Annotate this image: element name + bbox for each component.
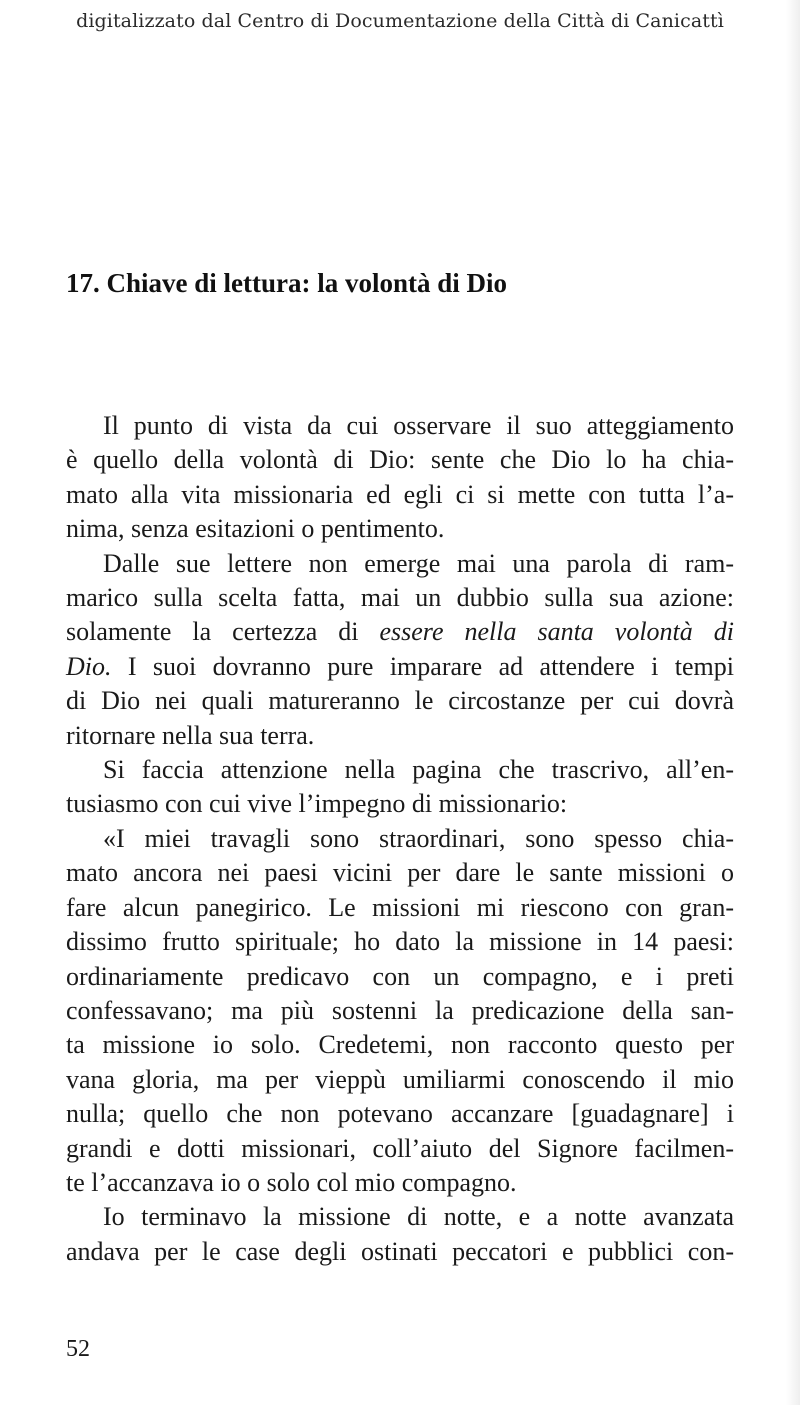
text-line: fare alcun panegirico. Le missioni mi riescono con gran- — [66, 892, 734, 922]
text-line — [66, 615, 734, 649]
text-run: I suoi dovranno pure imparare ad attendere i tempi — [127, 651, 734, 681]
text-line: tusiasmo con cui vive l’impegno di missionario: — [66, 789, 568, 819]
text-line: di Dio nei quali matureranno le circostanze per cui dovrà — [66, 686, 734, 716]
text-line: Il punto di vista da cui osservare il suo atteggiamento — [103, 411, 734, 440]
text-line: è quello della volontà di Dio: sente che Dio lo ha chia- — [66, 445, 734, 475]
text-line: te l’accanzava io o solo col mio compagno. — [66, 1167, 517, 1197]
italic-run: essere nella santa volontà di — [379, 617, 734, 647]
chapter-title: 17. Chiave di lettura: la volontà di Dio — [66, 268, 508, 298]
text-line: Si faccia attenzione nella pagina che trascrivo, all’en- — [103, 755, 734, 785]
text-line: vana gloria, ma per vieppù umiliarmi conoscendo il mio — [66, 1064, 734, 1094]
text-line: mato alla vita missionaria ed egli ci si mette con tutta l’a- — [66, 479, 734, 509]
text-line: andava per le case degli ostinati peccatori e pubblici con- — [66, 1236, 734, 1266]
page-edge-shadow — [786, 0, 800, 1405]
italic-run: Dio. — [66, 651, 112, 681]
text-run: solamente la certezza di — [66, 617, 359, 647]
text-line: nima, senza esitazioni o pentimento. — [66, 514, 445, 544]
text-line: confessavano; ma più sostenni la predicazione della san- — [66, 995, 734, 1025]
text-line: dissimo frutto spirituale; ho dato la missione in 14 paesi: — [66, 927, 734, 957]
text-line: Io terminavo la missione di notte, e a notte avanzata — [103, 1202, 734, 1232]
text-line: grandi e dotti missionari, coll’aiuto del Signore facilmen- — [66, 1133, 734, 1163]
text-line: ordinariamente predicavo con un compagno, e i preti — [66, 961, 734, 991]
text-line: «I miei travagli sono straordinari, sono spesso chia- — [103, 823, 734, 853]
text-line: mato ancora nei paesi vicini per dare le sante missioni o — [66, 858, 734, 888]
text-line: ta missione io solo. Credetemi, non racconto questo per — [66, 1030, 734, 1060]
text-line — [66, 650, 734, 684]
body-text — [66, 409, 734, 1269]
text-line: Dalle sue lettere non emerge mai una parola di ram- — [103, 548, 734, 578]
text-line: nulla; quello che non potevano accanzare [guadagnare] i — [66, 1099, 734, 1129]
digitization-watermark: digitalizzato dal Centro di Documentazione della Città di Canicattì — [76, 10, 724, 32]
text-line: marico sulla scelta fatta, mai un dubbio sulla sua azione: — [66, 583, 734, 613]
page-number: 52 — [66, 1336, 90, 1362]
text-line: ritornare nella sua terra. — [66, 720, 315, 750]
